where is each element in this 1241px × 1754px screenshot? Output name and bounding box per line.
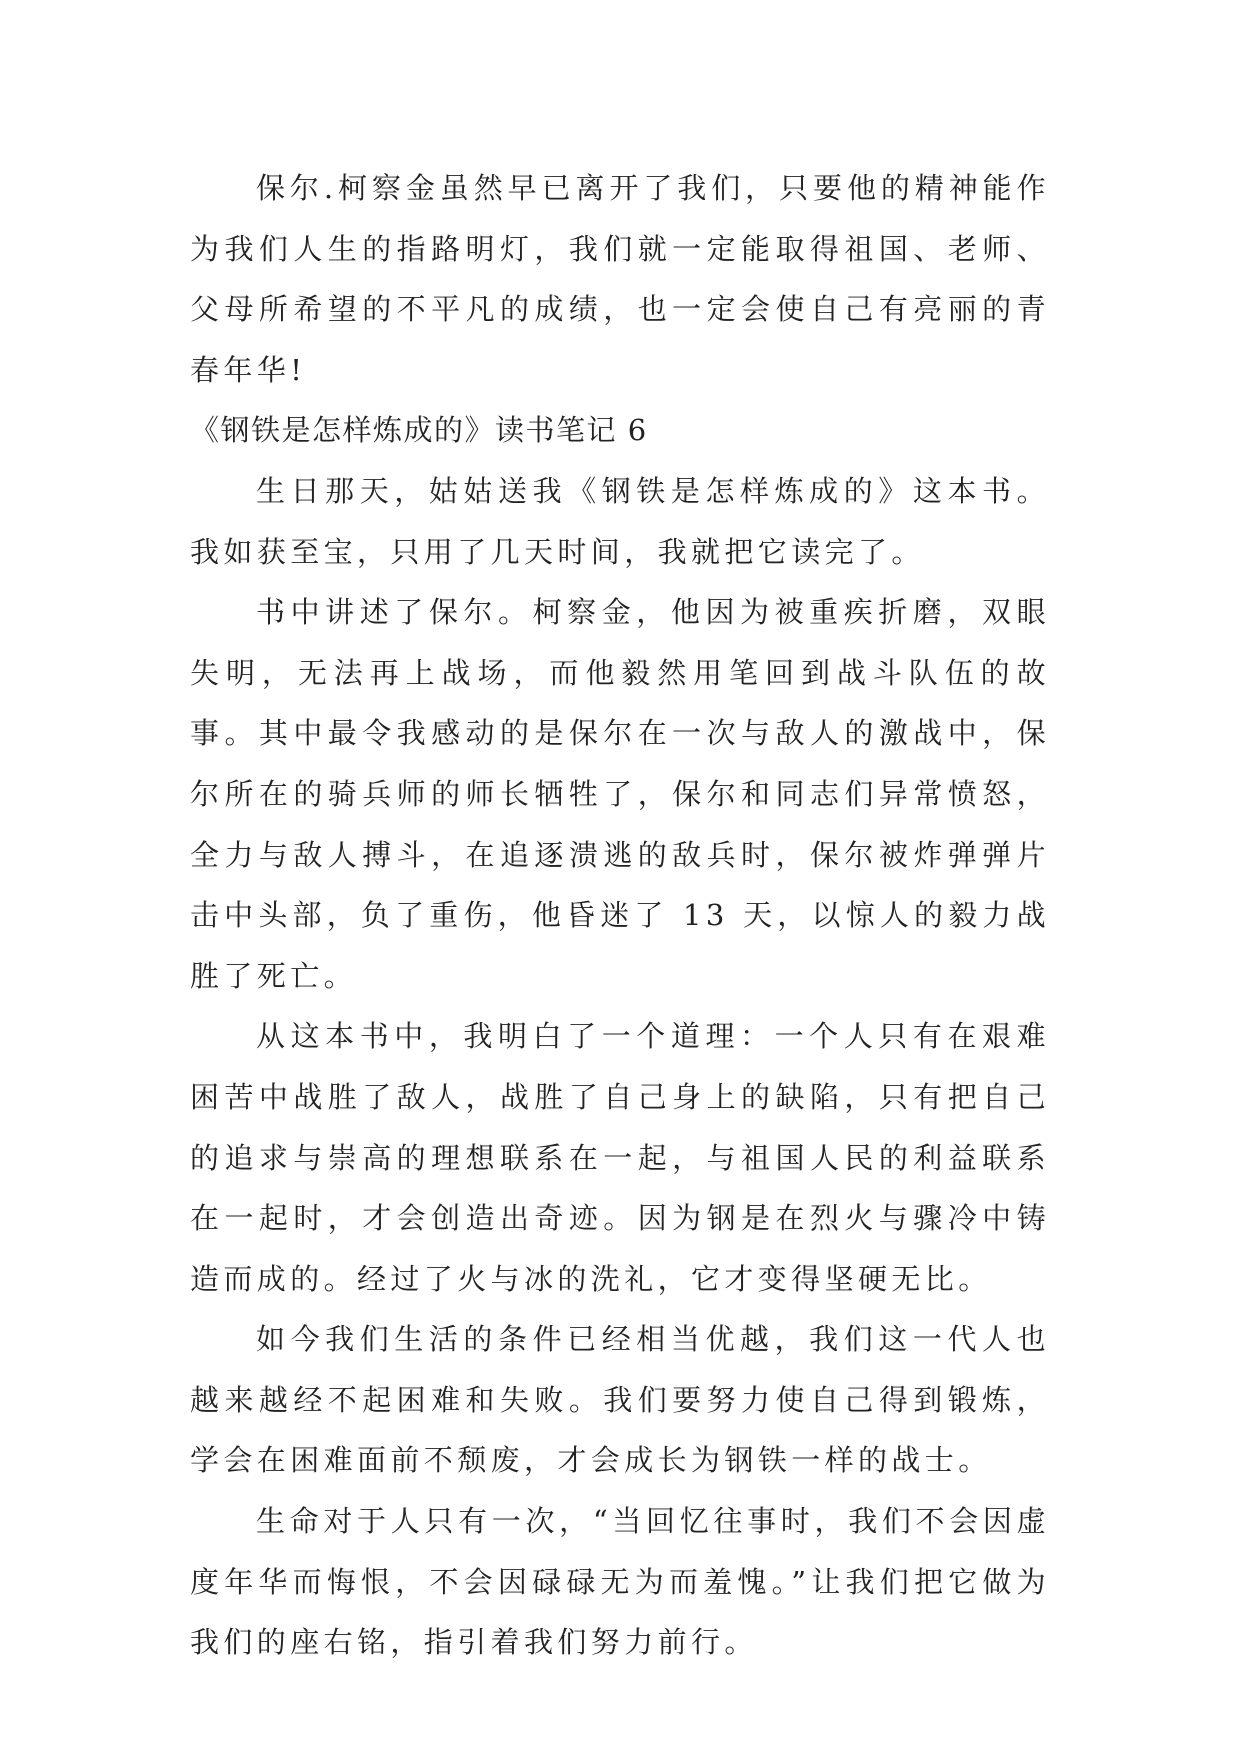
paragraph: 如今我们生活的条件已经相当优越，我们这一代人也越来越经不起困难和失败。我们要努力使自己得到锻炼，学会在困难面前不颓废，才会成长为钢铁一样的战士。 xyxy=(190,1322,1050,1478)
section-heading: 《钢铁是怎样炼成的》读书笔记 6 xyxy=(190,413,648,448)
paragraph: 生命对于人只有一次，“当回忆往事时，我们不会因虚度年华而悔恨，不会因碌碌无为而羞愧。”让我们把它做为我们的座右铭，指引着我们努力前行。 xyxy=(190,1504,1050,1660)
paragraph: 书中讲述了保尔。柯察金，他因为被重疾折磨，双眼失明，无法再上战场，而他毅然用笔回到战斗队伍的故事。其中最令我感动的是保尔在一次与敌人的激战中，保尔所在的骑兵师的师长牺牲了，保尔和同志们异常愤怒，全力与敌人搏斗，在追逐溃逃的敌兵时，保尔被炸弹弹片击中头部，负了重伤，他昏迷了 13 天，以惊人的毅力战胜了死亡。 xyxy=(190,595,1050,993)
paragraph: 生日那天，姑姑送我《钢铁是怎样炼成的》这本书。我如获至宝，只用了几天时间，我就把它读完了。 xyxy=(190,473,1050,569)
paragraph: 从这本书中，我明白了一个道理：一个人只有在艰难困苦中战胜了敌人，战胜了自己身上的缺陷，只有把自己的追求与崇高的理想联系在一起，与祖国人民的利益联系在一起时，才会创造出奇迹。因为钢是在烈火与骤冷中铸造而成的。经过了火与冰的洗礼，它才变得坚硬无比。 xyxy=(190,1019,1050,1296)
document-page xyxy=(190,158,1050,1673)
paragraph: 保尔.柯察金虽然早已离开了我们，只要他的精神能作为我们人生的指路明灯，我们就一定能取得祖国、老师、父母所希望的不平凡的成绩，也一定会使自己有亮丽的青春年华! xyxy=(190,171,1050,387)
